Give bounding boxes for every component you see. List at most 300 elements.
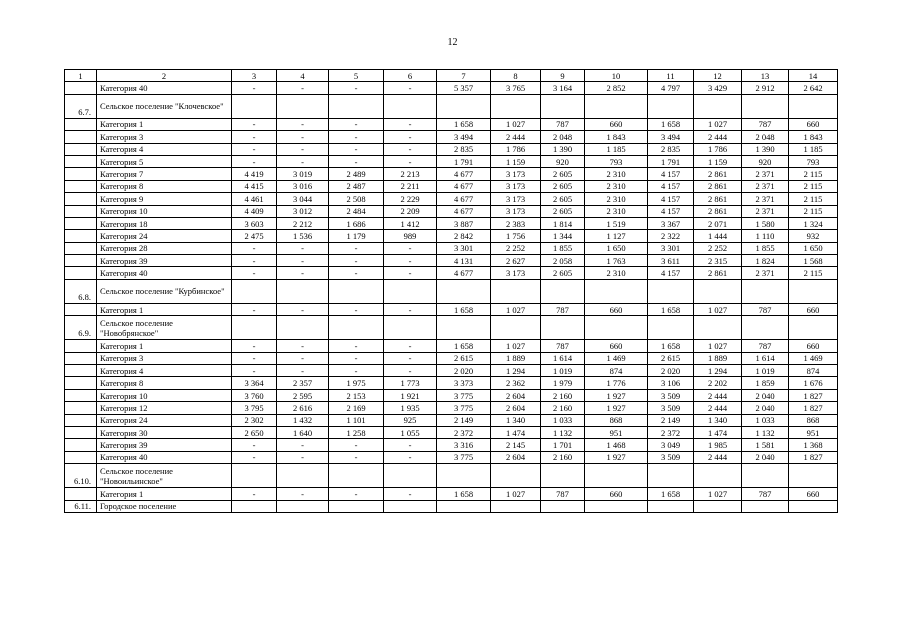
- row-number-cell: 6.10.: [65, 464, 97, 488]
- row-number-cell: [65, 389, 97, 401]
- value-cell: 1 340: [491, 414, 541, 426]
- value-cell: 1 110: [742, 230, 789, 242]
- value-cell: 1 614: [742, 352, 789, 364]
- value-cell: 3 173: [491, 168, 541, 180]
- value-cell: 1 159: [694, 155, 742, 167]
- value-cell: 2 169: [329, 402, 384, 414]
- value-cell: 2 444: [694, 131, 742, 143]
- value-cell: [694, 316, 742, 340]
- value-cell: 660: [585, 118, 648, 130]
- value-cell: [742, 94, 789, 118]
- value-cell: 660: [585, 303, 648, 315]
- value-cell: -: [329, 267, 384, 279]
- value-cell: 1 474: [694, 426, 742, 438]
- value-cell: [648, 500, 694, 512]
- value-cell: [789, 316, 838, 340]
- value-cell: 2 861: [694, 267, 742, 279]
- value-cell: 1 658: [648, 303, 694, 315]
- value-cell: -: [232, 143, 277, 155]
- value-cell: 2 616: [277, 402, 329, 414]
- column-number-cell: 10: [585, 70, 648, 82]
- table-row: [65, 82, 838, 94]
- value-cell: [541, 279, 585, 303]
- value-cell: [491, 94, 541, 118]
- value-cell: 920: [742, 155, 789, 167]
- value-cell: 2 213: [384, 168, 437, 180]
- value-cell: 3 012: [277, 205, 329, 217]
- table-row: [65, 303, 838, 315]
- value-cell: -: [232, 352, 277, 364]
- value-cell: [742, 279, 789, 303]
- value-cell: 1 921: [384, 389, 437, 401]
- value-cell: 2 605: [541, 193, 585, 205]
- value-cell: -: [384, 267, 437, 279]
- value-cell: 1 469: [789, 352, 838, 364]
- value-cell: 2 861: [694, 180, 742, 192]
- value-cell: -: [329, 303, 384, 315]
- value-cell: 2 444: [694, 451, 742, 463]
- settlement-name-cell: Сельское поселение "Новоильинское": [97, 464, 232, 488]
- value-cell: -: [277, 451, 329, 463]
- value-cell: 1 027: [694, 118, 742, 130]
- value-cell: -: [277, 155, 329, 167]
- value-cell: 1 650: [789, 242, 838, 254]
- value-cell: 874: [789, 365, 838, 377]
- value-cell: 1 185: [789, 143, 838, 155]
- value-cell: 1 855: [742, 242, 789, 254]
- value-cell: 1 294: [694, 365, 742, 377]
- value-cell: 2 627: [491, 255, 541, 267]
- value-cell: 1 581: [742, 439, 789, 451]
- value-cell: [742, 500, 789, 512]
- value-cell: [277, 500, 329, 512]
- value-cell: 874: [585, 365, 648, 377]
- row-number-cell: [65, 365, 97, 377]
- value-cell: 2 605: [541, 267, 585, 279]
- value-cell: 660: [789, 118, 838, 130]
- value-cell: 1 033: [742, 414, 789, 426]
- table-row: [65, 155, 838, 167]
- value-cell: 2 020: [648, 365, 694, 377]
- value-cell: 1 294: [491, 365, 541, 377]
- value-cell: 787: [541, 340, 585, 352]
- value-cell: 787: [742, 303, 789, 315]
- category-name-cell: Категория 1: [97, 118, 232, 130]
- value-cell: [694, 464, 742, 488]
- value-cell: 1 827: [789, 402, 838, 414]
- value-cell: 2 357: [277, 377, 329, 389]
- value-cell: 3 316: [437, 439, 491, 451]
- value-cell: -: [329, 365, 384, 377]
- value-cell: [585, 464, 648, 488]
- value-cell: 1 412: [384, 217, 437, 229]
- category-name-cell: Категория 1: [97, 303, 232, 315]
- value-cell: 1 258: [329, 426, 384, 438]
- value-cell: 1 756: [491, 230, 541, 242]
- value-cell: 2 372: [437, 426, 491, 438]
- value-cell: -: [232, 488, 277, 500]
- value-cell: -: [384, 439, 437, 451]
- value-cell: [437, 316, 491, 340]
- value-cell: 2 835: [437, 143, 491, 155]
- value-cell: 2 362: [491, 377, 541, 389]
- row-number-cell: [65, 155, 97, 167]
- value-cell: 4 419: [232, 168, 277, 180]
- value-cell: [384, 94, 437, 118]
- value-cell: 660: [585, 340, 648, 352]
- value-cell: 4 157: [648, 168, 694, 180]
- value-cell: -: [384, 118, 437, 130]
- value-cell: 2 040: [742, 402, 789, 414]
- value-cell: 2 372: [648, 426, 694, 438]
- value-cell: 787: [742, 488, 789, 500]
- value-cell: 4 677: [437, 267, 491, 279]
- value-cell: -: [329, 155, 384, 167]
- value-cell: 1 658: [648, 340, 694, 352]
- value-cell: 1 132: [541, 426, 585, 438]
- category-name-cell: Категория 24: [97, 414, 232, 426]
- value-cell: -: [277, 255, 329, 267]
- value-cell: [491, 500, 541, 512]
- value-cell: 793: [585, 155, 648, 167]
- category-name-cell: Категория 3: [97, 352, 232, 364]
- value-cell: 4 415: [232, 180, 277, 192]
- row-number-cell: [65, 143, 97, 155]
- value-cell: 3 173: [491, 180, 541, 192]
- category-name-cell: Категория 39: [97, 255, 232, 267]
- value-cell: 2 115: [789, 193, 838, 205]
- value-cell: 3 373: [437, 377, 491, 389]
- value-cell: 2 149: [648, 414, 694, 426]
- category-name-cell: Категория 1: [97, 488, 232, 500]
- value-cell: 1 676: [789, 377, 838, 389]
- value-cell: 920: [541, 155, 585, 167]
- value-cell: -: [329, 255, 384, 267]
- value-cell: [277, 464, 329, 488]
- value-cell: 3 887: [437, 217, 491, 229]
- column-number-cell: 13: [742, 70, 789, 82]
- value-cell: -: [232, 340, 277, 352]
- value-cell: 4 677: [437, 193, 491, 205]
- table-row: [65, 402, 838, 414]
- row-number-cell: [65, 205, 97, 217]
- value-cell: 1 185: [585, 143, 648, 155]
- value-cell: [384, 500, 437, 512]
- value-cell: [232, 316, 277, 340]
- category-name-cell: Категория 1: [97, 340, 232, 352]
- value-cell: 1 614: [541, 352, 585, 364]
- value-cell: 2 475: [232, 230, 277, 242]
- row-number-cell: [65, 488, 97, 500]
- value-cell: 3 173: [491, 267, 541, 279]
- value-cell: 2 861: [694, 205, 742, 217]
- value-cell: 660: [789, 340, 838, 352]
- table-row: [65, 180, 838, 192]
- value-cell: 1 658: [648, 488, 694, 500]
- value-cell: 1 027: [694, 340, 742, 352]
- value-cell: 2 229: [384, 193, 437, 205]
- value-cell: [648, 94, 694, 118]
- value-cell: [437, 464, 491, 488]
- value-cell: 2 322: [648, 230, 694, 242]
- value-cell: 1 686: [329, 217, 384, 229]
- value-cell: 3 765: [491, 82, 541, 94]
- value-cell: [585, 279, 648, 303]
- value-cell: 1 580: [742, 217, 789, 229]
- value-cell: [232, 94, 277, 118]
- value-cell: 2 040: [742, 389, 789, 401]
- value-cell: -: [329, 242, 384, 254]
- value-cell: 2 383: [491, 217, 541, 229]
- value-cell: 2 315: [694, 255, 742, 267]
- row-number-cell: 6.7.: [65, 94, 97, 118]
- value-cell: [232, 500, 277, 512]
- column-number-cell: 7: [437, 70, 491, 82]
- value-cell: 2 115: [789, 267, 838, 279]
- value-cell: 2 605: [541, 180, 585, 192]
- value-cell: 2 058: [541, 255, 585, 267]
- value-cell: 4 131: [437, 255, 491, 267]
- value-cell: 2 615: [648, 352, 694, 364]
- value-cell: 793: [789, 155, 838, 167]
- value-cell: 1 814: [541, 217, 585, 229]
- value-cell: -: [277, 82, 329, 94]
- value-cell: 1 159: [491, 155, 541, 167]
- value-cell: 3 494: [648, 131, 694, 143]
- value-cell: [384, 316, 437, 340]
- value-cell: 1 927: [585, 402, 648, 414]
- section-row: [65, 464, 838, 488]
- value-cell: [585, 316, 648, 340]
- value-cell: [277, 94, 329, 118]
- value-cell: -: [232, 118, 277, 130]
- value-cell: -: [329, 340, 384, 352]
- row-number-cell: [65, 242, 97, 254]
- value-cell: -: [384, 143, 437, 155]
- value-cell: 1 474: [491, 426, 541, 438]
- value-cell: [694, 279, 742, 303]
- value-cell: 2 209: [384, 205, 437, 217]
- value-cell: 2 371: [742, 205, 789, 217]
- value-cell: 4 157: [648, 205, 694, 217]
- value-cell: 3 611: [648, 255, 694, 267]
- column-number-row: [65, 70, 838, 82]
- category-name-cell: Категория 40: [97, 267, 232, 279]
- row-number-cell: [65, 439, 97, 451]
- value-cell: 1 368: [789, 439, 838, 451]
- value-cell: 4 409: [232, 205, 277, 217]
- value-cell: 2 444: [694, 402, 742, 414]
- category-name-cell: Категория 18: [97, 217, 232, 229]
- value-cell: 1 786: [694, 143, 742, 155]
- settlement-name-cell: Сельское поселение "Клочевское": [97, 94, 232, 118]
- value-cell: 1 786: [491, 143, 541, 155]
- value-cell: 2 604: [491, 389, 541, 401]
- value-cell: 1 843: [585, 131, 648, 143]
- value-cell: 2 212: [277, 217, 329, 229]
- value-cell: [648, 316, 694, 340]
- value-cell: 1 824: [742, 255, 789, 267]
- page-number: 12: [447, 37, 458, 48]
- value-cell: [277, 316, 329, 340]
- value-cell: 2 115: [789, 168, 838, 180]
- value-cell: -: [277, 267, 329, 279]
- value-cell: 4 677: [437, 168, 491, 180]
- value-cell: -: [232, 303, 277, 315]
- value-cell: 3 509: [648, 389, 694, 401]
- value-cell: 3 795: [232, 402, 277, 414]
- value-cell: 3 173: [491, 193, 541, 205]
- value-cell: 2 842: [437, 230, 491, 242]
- value-cell: [742, 316, 789, 340]
- value-cell: [694, 94, 742, 118]
- value-cell: [585, 94, 648, 118]
- value-cell: 3 019: [277, 168, 329, 180]
- value-cell: 2 444: [694, 389, 742, 401]
- value-cell: 2 160: [541, 389, 585, 401]
- value-cell: 1 791: [437, 155, 491, 167]
- row-number-cell: [65, 426, 97, 438]
- value-cell: 1 658: [648, 118, 694, 130]
- category-name-cell: Категория 40: [97, 451, 232, 463]
- value-cell: 3 429: [694, 82, 742, 94]
- value-cell: 1 975: [329, 377, 384, 389]
- value-cell: [384, 464, 437, 488]
- table-row: [65, 365, 838, 377]
- value-cell: 1 568: [789, 255, 838, 267]
- table-row: [65, 414, 838, 426]
- table-row: [65, 230, 838, 242]
- value-cell: 1 843: [789, 131, 838, 143]
- category-name-cell: Категория 40: [97, 82, 232, 94]
- table-row: [65, 488, 838, 500]
- value-cell: 2 508: [329, 193, 384, 205]
- section-row: [65, 316, 838, 340]
- value-cell: [384, 279, 437, 303]
- value-cell: 3 173: [491, 205, 541, 217]
- value-cell: -: [232, 439, 277, 451]
- value-cell: 1 469: [585, 352, 648, 364]
- value-cell: 2 160: [541, 451, 585, 463]
- value-cell: 2 605: [541, 168, 585, 180]
- table-row: [65, 168, 838, 180]
- value-cell: 868: [585, 414, 648, 426]
- value-cell: 3 016: [277, 180, 329, 192]
- value-cell: 1 776: [585, 377, 648, 389]
- value-cell: 2 310: [585, 180, 648, 192]
- value-cell: 2 310: [585, 193, 648, 205]
- value-cell: 1 027: [694, 303, 742, 315]
- value-cell: 1 658: [437, 118, 491, 130]
- value-cell: 2 040: [742, 451, 789, 463]
- value-cell: 1 019: [742, 365, 789, 377]
- value-cell: 1 027: [491, 488, 541, 500]
- value-cell: -: [329, 451, 384, 463]
- table-row: [65, 352, 838, 364]
- value-cell: 3 509: [648, 402, 694, 414]
- value-cell: 2 371: [742, 267, 789, 279]
- value-cell: 4 677: [437, 180, 491, 192]
- table-body: [65, 70, 838, 513]
- value-cell: [694, 500, 742, 512]
- value-cell: 2 650: [232, 426, 277, 438]
- value-cell: 787: [541, 303, 585, 315]
- value-cell: 1 055: [384, 426, 437, 438]
- value-cell: -: [277, 303, 329, 315]
- value-cell: 989: [384, 230, 437, 242]
- value-cell: -: [232, 365, 277, 377]
- value-cell: 3 760: [232, 389, 277, 401]
- value-cell: -: [232, 131, 277, 143]
- table-row: [65, 340, 838, 352]
- row-number-cell: [65, 402, 97, 414]
- table-row: [65, 439, 838, 451]
- value-cell: 1 432: [277, 414, 329, 426]
- value-cell: -: [384, 255, 437, 267]
- value-cell: 2 852: [585, 82, 648, 94]
- value-cell: -: [384, 365, 437, 377]
- value-cell: 1 889: [694, 352, 742, 364]
- category-name-cell: Категория 5: [97, 155, 232, 167]
- row-number-cell: [65, 340, 97, 352]
- row-number-cell: [65, 255, 97, 267]
- table-row: [65, 389, 838, 401]
- value-cell: 3 049: [648, 439, 694, 451]
- row-number-cell: [65, 193, 97, 205]
- value-cell: 2 604: [491, 451, 541, 463]
- value-cell: [491, 464, 541, 488]
- value-cell: -: [329, 352, 384, 364]
- value-cell: [437, 94, 491, 118]
- value-cell: -: [329, 131, 384, 143]
- value-cell: -: [329, 439, 384, 451]
- value-cell: 1 650: [585, 242, 648, 254]
- value-cell: 2 302: [232, 414, 277, 426]
- value-cell: -: [232, 82, 277, 94]
- table-row: [65, 242, 838, 254]
- category-name-cell: Категория 10: [97, 205, 232, 217]
- value-cell: [541, 316, 585, 340]
- value-cell: [789, 464, 838, 488]
- category-name-cell: Категория 12: [97, 402, 232, 414]
- value-cell: 2 071: [694, 217, 742, 229]
- row-number-cell: [65, 451, 97, 463]
- value-cell: 1 658: [437, 303, 491, 315]
- value-cell: -: [277, 352, 329, 364]
- value-cell: [232, 279, 277, 303]
- value-cell: -: [277, 242, 329, 254]
- value-cell: -: [384, 340, 437, 352]
- category-name-cell: Категория 9: [97, 193, 232, 205]
- value-cell: 1 640: [277, 426, 329, 438]
- column-number-cell: 9: [541, 70, 585, 82]
- value-cell: 1 390: [742, 143, 789, 155]
- column-number-cell: 8: [491, 70, 541, 82]
- row-number-cell: [65, 131, 97, 143]
- value-cell: 1 033: [541, 414, 585, 426]
- value-cell: [329, 316, 384, 340]
- section-row: [65, 500, 838, 512]
- value-cell: 1 658: [437, 488, 491, 500]
- value-cell: 2 149: [437, 414, 491, 426]
- value-cell: 3 367: [648, 217, 694, 229]
- value-cell: 3 164: [541, 82, 585, 94]
- value-cell: 1 979: [541, 377, 585, 389]
- value-cell: 3 044: [277, 193, 329, 205]
- row-number-cell: [65, 217, 97, 229]
- value-cell: 932: [789, 230, 838, 242]
- value-cell: 925: [384, 414, 437, 426]
